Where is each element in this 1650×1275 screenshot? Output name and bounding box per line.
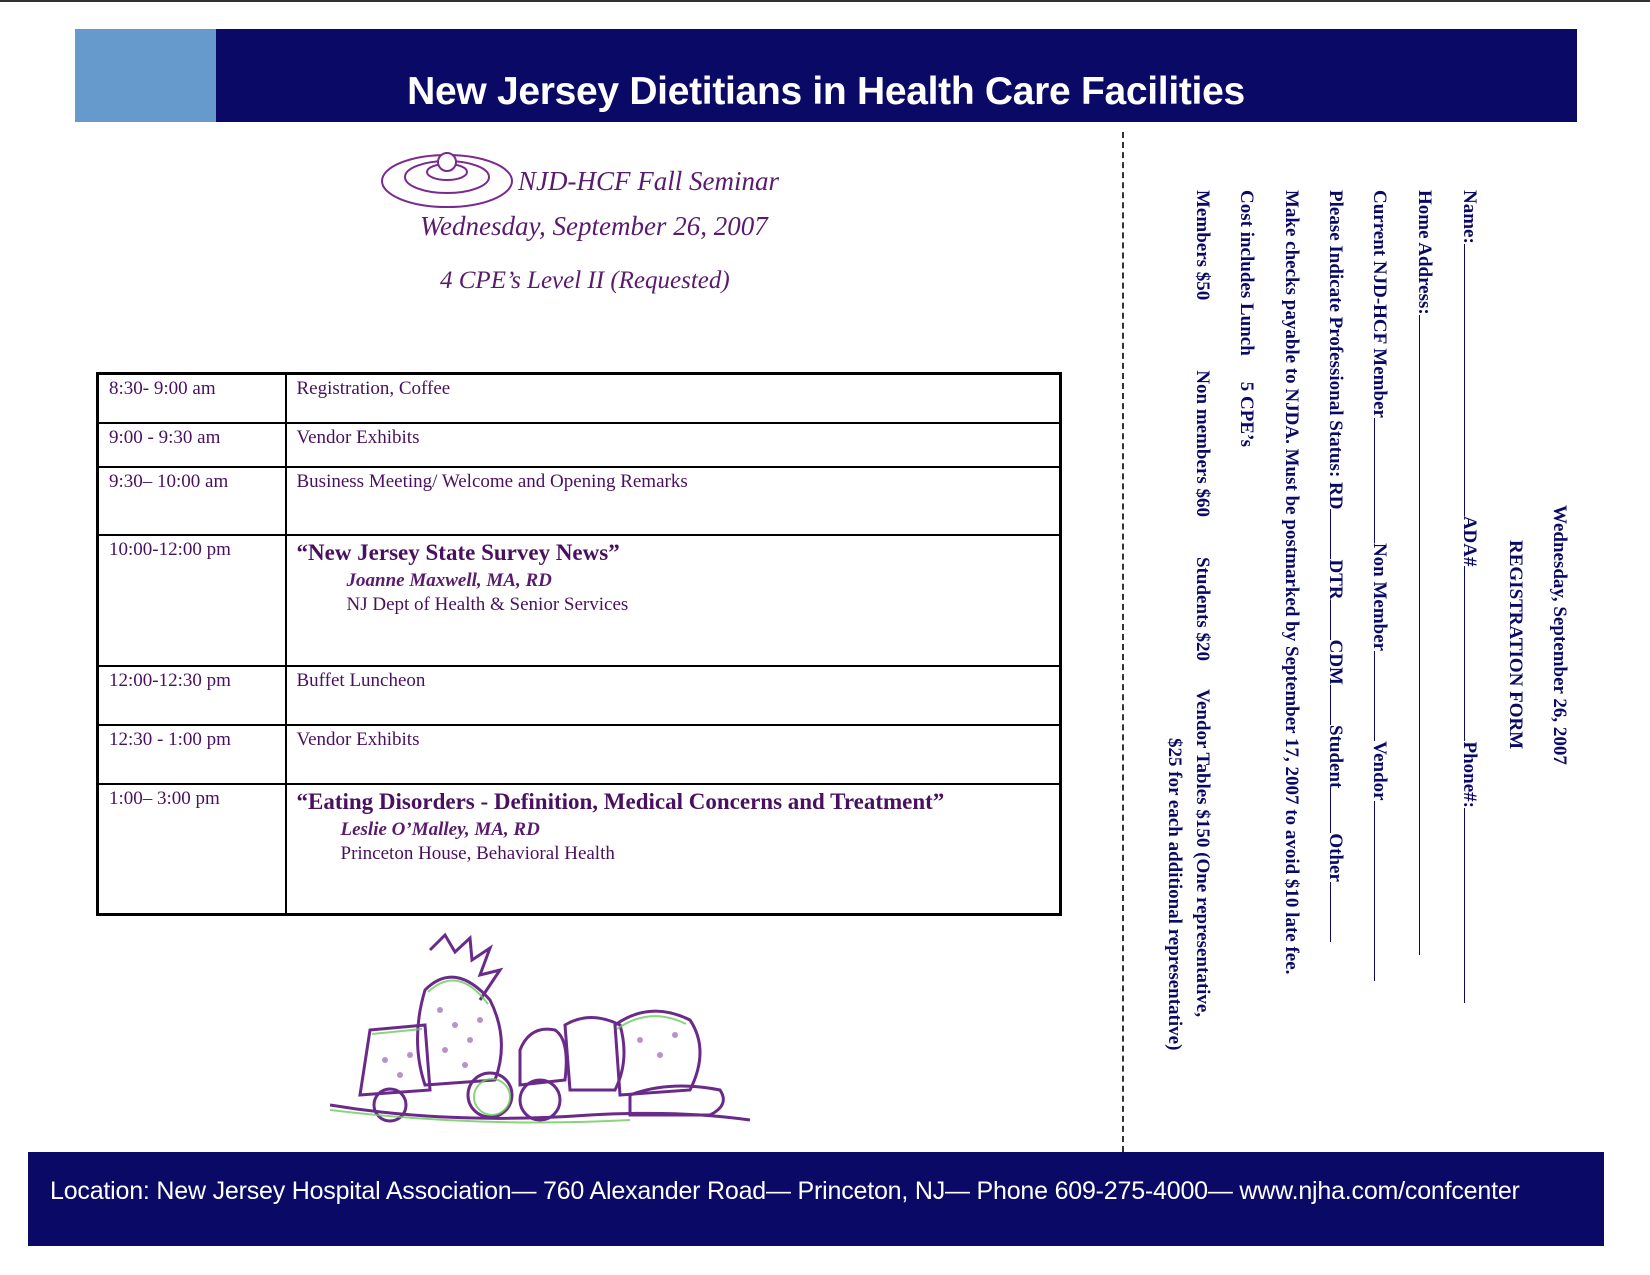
student-blank[interactable] <box>1330 788 1345 833</box>
top-rule <box>0 0 1650 2</box>
schedule-event: Vendor Exhibits <box>286 725 1061 784</box>
table-row <box>98 725 1061 784</box>
membership-field[interactable] <box>1368 190 1390 981</box>
table-row <box>98 666 1061 725</box>
student-label: Student <box>1325 724 1346 789</box>
address-field[interactable] <box>1413 190 1435 955</box>
seminar-logo-icon <box>380 150 520 210</box>
nonmember-label: Non Member <box>1369 542 1390 652</box>
name-field[interactable] <box>1458 190 1480 1003</box>
price-nonmembers: Non members $60 <box>1192 370 1213 517</box>
table-row <box>98 374 1061 423</box>
session-title: “New Jersey State Survey News” <box>296 539 620 565</box>
schedule-event: Registration, Coffee <box>286 374 1061 423</box>
registration-form <box>1150 190 1570 1190</box>
schedule-table <box>96 372 1062 916</box>
name-label: Name: <box>1459 190 1480 244</box>
vendor-blank[interactable] <box>1374 801 1389 981</box>
checks-note: Make checks payable to NJDA. Must be postmarked by September 17, 2007 to avoid $10 late fee. <box>1281 190 1302 975</box>
schedule-time: 12:00-12:30 pm <box>98 666 286 725</box>
price-members: Members $50 <box>1192 190 1213 301</box>
price-vendor: Vendor Tables $150 (One representative, <box>1192 688 1213 1018</box>
tear-off-line <box>1122 132 1124 1152</box>
phone-blank[interactable] <box>1464 808 1479 1003</box>
price-students: Students $20 <box>1192 556 1213 661</box>
schedule-event: Vendor Exhibits <box>286 423 1061 467</box>
price-vendor-extra: $25 for each additional representative) <box>1164 738 1185 1051</box>
fruit-basket-illustration-icon <box>330 930 760 1130</box>
schedule-time: 10:00-12:00 pm <box>98 535 286 666</box>
vendor-label: Vendor <box>1369 741 1390 801</box>
footer-location: Location: New Jersey Hospital Association— 760 Alexander Road— Princeton, NJ— Phone 609-275-4000— www.njha.com/confcenter <box>50 1177 1520 1205</box>
name-blank[interactable] <box>1464 244 1479 516</box>
ada-blank[interactable] <box>1464 566 1479 741</box>
session-speaker: Leslie O’Malley, MA, RD <box>340 818 540 840</box>
cdm-label: CDM <box>1325 639 1346 685</box>
lunch-note-row <box>1235 190 1257 447</box>
registration-date: Wednesday, September 26, 2007 <box>1549 505 1570 765</box>
schedule-session <box>286 535 1061 666</box>
schedule-session <box>286 784 1061 915</box>
header-accent-block <box>75 29 216 122</box>
schedule-event: Buffet Luncheon <box>286 666 1061 725</box>
session-title: “Eating Disorders - Definition, Medical Concerns and Treatment” <box>296 788 945 814</box>
nonmember-blank[interactable] <box>1374 651 1389 741</box>
schedule-time: 8:30- 9:00 am <box>98 374 286 423</box>
table-row <box>98 467 1061 535</box>
lunch-cpe: 5 CPE’s <box>1236 381 1257 448</box>
page-title: New Jersey Dietitians in Health Care Facilities <box>407 70 1245 113</box>
other-label: Other <box>1325 833 1346 882</box>
table-row <box>98 784 1061 915</box>
address-blank[interactable] <box>1419 315 1434 955</box>
lunch-note: Cost includes Lunch <box>1236 190 1257 356</box>
ada-label: ADA# <box>1459 515 1480 567</box>
session-speaker: Joanne Maxwell, MA, RD <box>346 569 552 591</box>
status-field[interactable] <box>1324 190 1346 942</box>
schedule-time: 12:30 - 1:00 pm <box>98 725 286 784</box>
seminar-date: Wednesday, September 26, 2007 <box>420 211 768 241</box>
seminar-title: NJD-HCF Fall Seminar <box>518 166 779 196</box>
cdm-blank[interactable] <box>1330 685 1345 725</box>
dtr-label: DTR <box>1325 559 1346 600</box>
session-affiliation: NJ Dept of Health & Senior Services <box>346 593 629 615</box>
pricing-row <box>1191 190 1213 1017</box>
table-row <box>98 423 1061 467</box>
schedule-time: 1:00– 3:00 pm <box>98 784 286 915</box>
schedule-time: 9:30– 10:00 am <box>98 467 286 535</box>
seminar-cpe: 4 CPE’s Level II (Requested) <box>440 267 730 294</box>
rd-blank[interactable] <box>1330 509 1345 559</box>
member-blank[interactable] <box>1374 418 1389 543</box>
schedule-time: 9:00 - 9:30 am <box>98 423 286 467</box>
dtr-blank[interactable] <box>1330 600 1345 640</box>
member-label: Current NJD-HCF Member <box>1369 190 1390 418</box>
phone-label: Phone#: <box>1459 741 1480 808</box>
status-label: Please Indicate Professional Status: RD <box>1325 190 1346 510</box>
schedule-event: Business Meeting/ Welcome and Opening Remarks <box>286 467 1061 535</box>
registration-title: REGISTRATION FORM <box>1505 540 1526 750</box>
table-row <box>98 535 1061 666</box>
other-blank[interactable] <box>1330 882 1345 942</box>
session-affiliation: Princeton House, Behavioral Health <box>340 842 615 864</box>
address-label: Home Address: <box>1414 190 1435 315</box>
